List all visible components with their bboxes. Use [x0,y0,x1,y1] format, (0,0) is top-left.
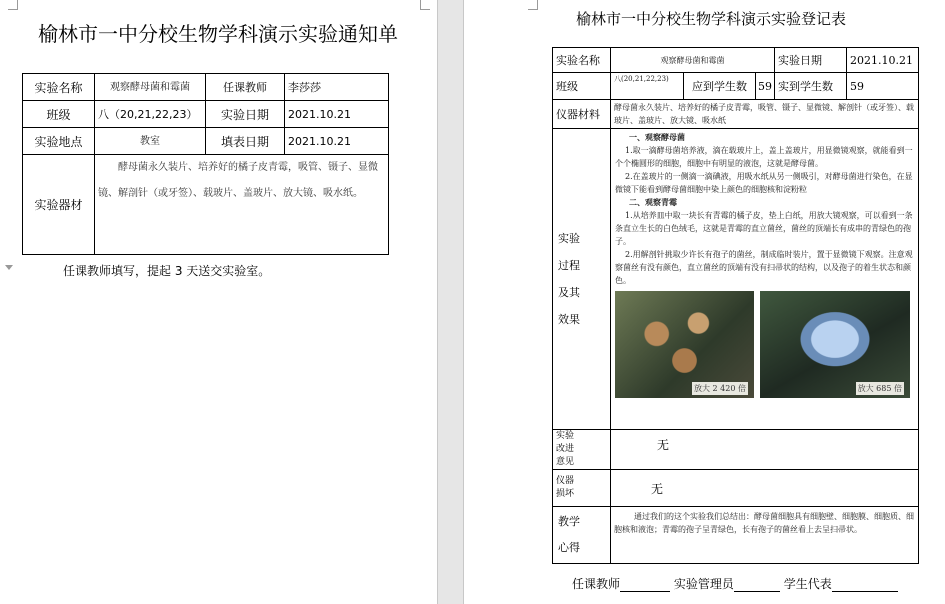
process-step-3: 1.从培养皿中取一块长有青霉的橘子皮，垫上白纸，用放大镜观察，可以看到一条条直立生长的白色绒毛，这就是青霉的直立菌丝，菌丝的顶端长有成串的青绿色的孢子。 [615,211,913,246]
label-materials: 仪器材料 [553,100,611,129]
notice-title: 榆林市一中分校生物学科演示实验通知单 [38,22,398,46]
label-record-class: 班级 [553,73,611,100]
process-step-4: 2.用解剖针挑取少许长有孢子的菌丝，制成临时装片，置于显微镜下观察。注意观察菌丝有没有颜色，直立菌丝的顶端有没有扫帚状的结构，以及孢子的着生状态和颜色。 [615,250,913,285]
process-heading-yeast: 一、观察酵母菌 [629,132,685,142]
label-fill-date: 填表日期 [206,128,285,155]
signature-teacher-blank [620,591,670,592]
value-materials: 酵母菌永久装片、培养好的橘子皮青霉，吸管、镊子、显微镜、解剖针（或牙签）、载玻片、盖玻片、放大镜、吸水纸 [611,100,919,129]
crop-mark-top-right [420,0,430,10]
value-improve: 无 [611,430,919,470]
collapse-arrow-icon[interactable] [5,265,13,270]
label-experience-2: 心得 [558,541,580,554]
label-improve [553,430,611,470]
label-class: 班级 [23,101,95,128]
mold-photo-caption: 放大 685 倍 [857,384,902,393]
mold-micrograph-image [760,291,910,398]
signature-manager-label: 实验管理员 [673,577,734,591]
value-damage: 无 [611,470,919,507]
yeast-micrograph-image [615,291,754,398]
label-record-date: 实验日期 [775,48,847,73]
value-teacher: 李莎莎 [285,74,389,101]
process-step-1: 1.取一滴酵母菌培养液，滴在载玻片上，盖上盖玻片，用显微镜观察，就能看到一个个椭圆形的细胞，细胞中有明显的液泡，这就是酵母菌。 [615,146,913,168]
signature-student-blank [832,591,898,592]
page-edge-right [463,0,464,604]
label-date: 实验日期 [206,101,285,128]
value-equipment: 酵母菌永久装片、培养好的橘子皮青霉，吸管、镊子、显微镜、解剖针（或牙签）、载玻片、盖玻片、放大镜、吸水纸。 [95,155,389,255]
signature-student-label: 学生代表 [783,577,832,591]
label-expected: 应到学生数 [684,73,756,100]
label-record-name: 实验名称 [553,48,611,73]
label-actual: 实到学生数 [775,73,847,100]
value-record-class: 八(20,21,22,23) [611,73,684,100]
label-damage [553,470,611,507]
value-class: 八（20,21,22,23） [95,101,206,128]
label-damage-1: 仪器 [556,476,575,486]
label-process-1: 实验 [558,232,580,245]
label-process [553,129,611,430]
label-process-4: 效果 [558,313,580,326]
value-experience: 通过我们的这个实验我们总结出：酵母菌细胞具有细胞壁、细胞膜、细胞质、细胞核和液泡；青霉的孢子呈青绿色，长有孢子的菌丝看上去呈扫帚状。 [611,507,919,564]
process-step-2: 2.在盖玻片的一侧滴一滴碘液，用吸水纸从另一侧吸引，对酵母菌进行染色，在显微镜下能看到酵母菌细胞中染上颜色的细胞核和淀粉粒 [615,172,913,194]
signature-line [572,575,898,592]
label-improve-3: 意见 [556,457,575,467]
process-heading-mold: 二、观察青霉 [629,197,677,207]
label-process-2: 过程 [558,259,580,272]
value-date: 2021.10.21 [285,101,389,128]
label-experience [553,507,611,564]
page-gap [437,0,463,604]
record-title: 榆林市一中分校生物学科演示实验登记表 [576,10,847,28]
signature-manager-blank [734,591,780,592]
value-record-name: 观察酵母菌和霉菌 [611,48,775,73]
photo-row [615,291,914,398]
label-process-3: 及其 [558,286,580,299]
value-place: 教室 [95,128,206,155]
value-experiment-name: 观察酵母菌和霉菌 [95,74,206,101]
process-content [611,129,919,430]
label-improve-1: 实验 [556,431,575,441]
label-equipment: 实验器材 [23,155,95,255]
label-experiment-name: 实验名称 [23,74,95,101]
page-edge-left [437,0,438,604]
value-fill-date: 2021.10.21 [285,128,389,155]
label-experience-1: 教学 [558,515,580,528]
label-teacher: 任课教师 [206,74,285,101]
label-improve-2: 改进 [556,444,575,454]
label-damage-2: 损坏 [556,489,575,499]
notice-table [22,73,389,255]
record-table [552,47,919,564]
notice-footer: 任课教师填写，提起 3 天送交实验室。 [63,264,271,278]
value-expected: 59 [756,73,775,100]
value-actual: 59 [847,73,919,100]
signature-teacher-label: 任课教师 [572,577,621,591]
value-record-date: 2021.10.21 [847,48,919,73]
crop-mark-top-left [8,0,18,10]
label-place: 实验地点 [23,128,95,155]
yeast-photo-caption: 放大 2 420 倍 [694,384,746,393]
crop-mark-top-left-2 [528,0,538,10]
